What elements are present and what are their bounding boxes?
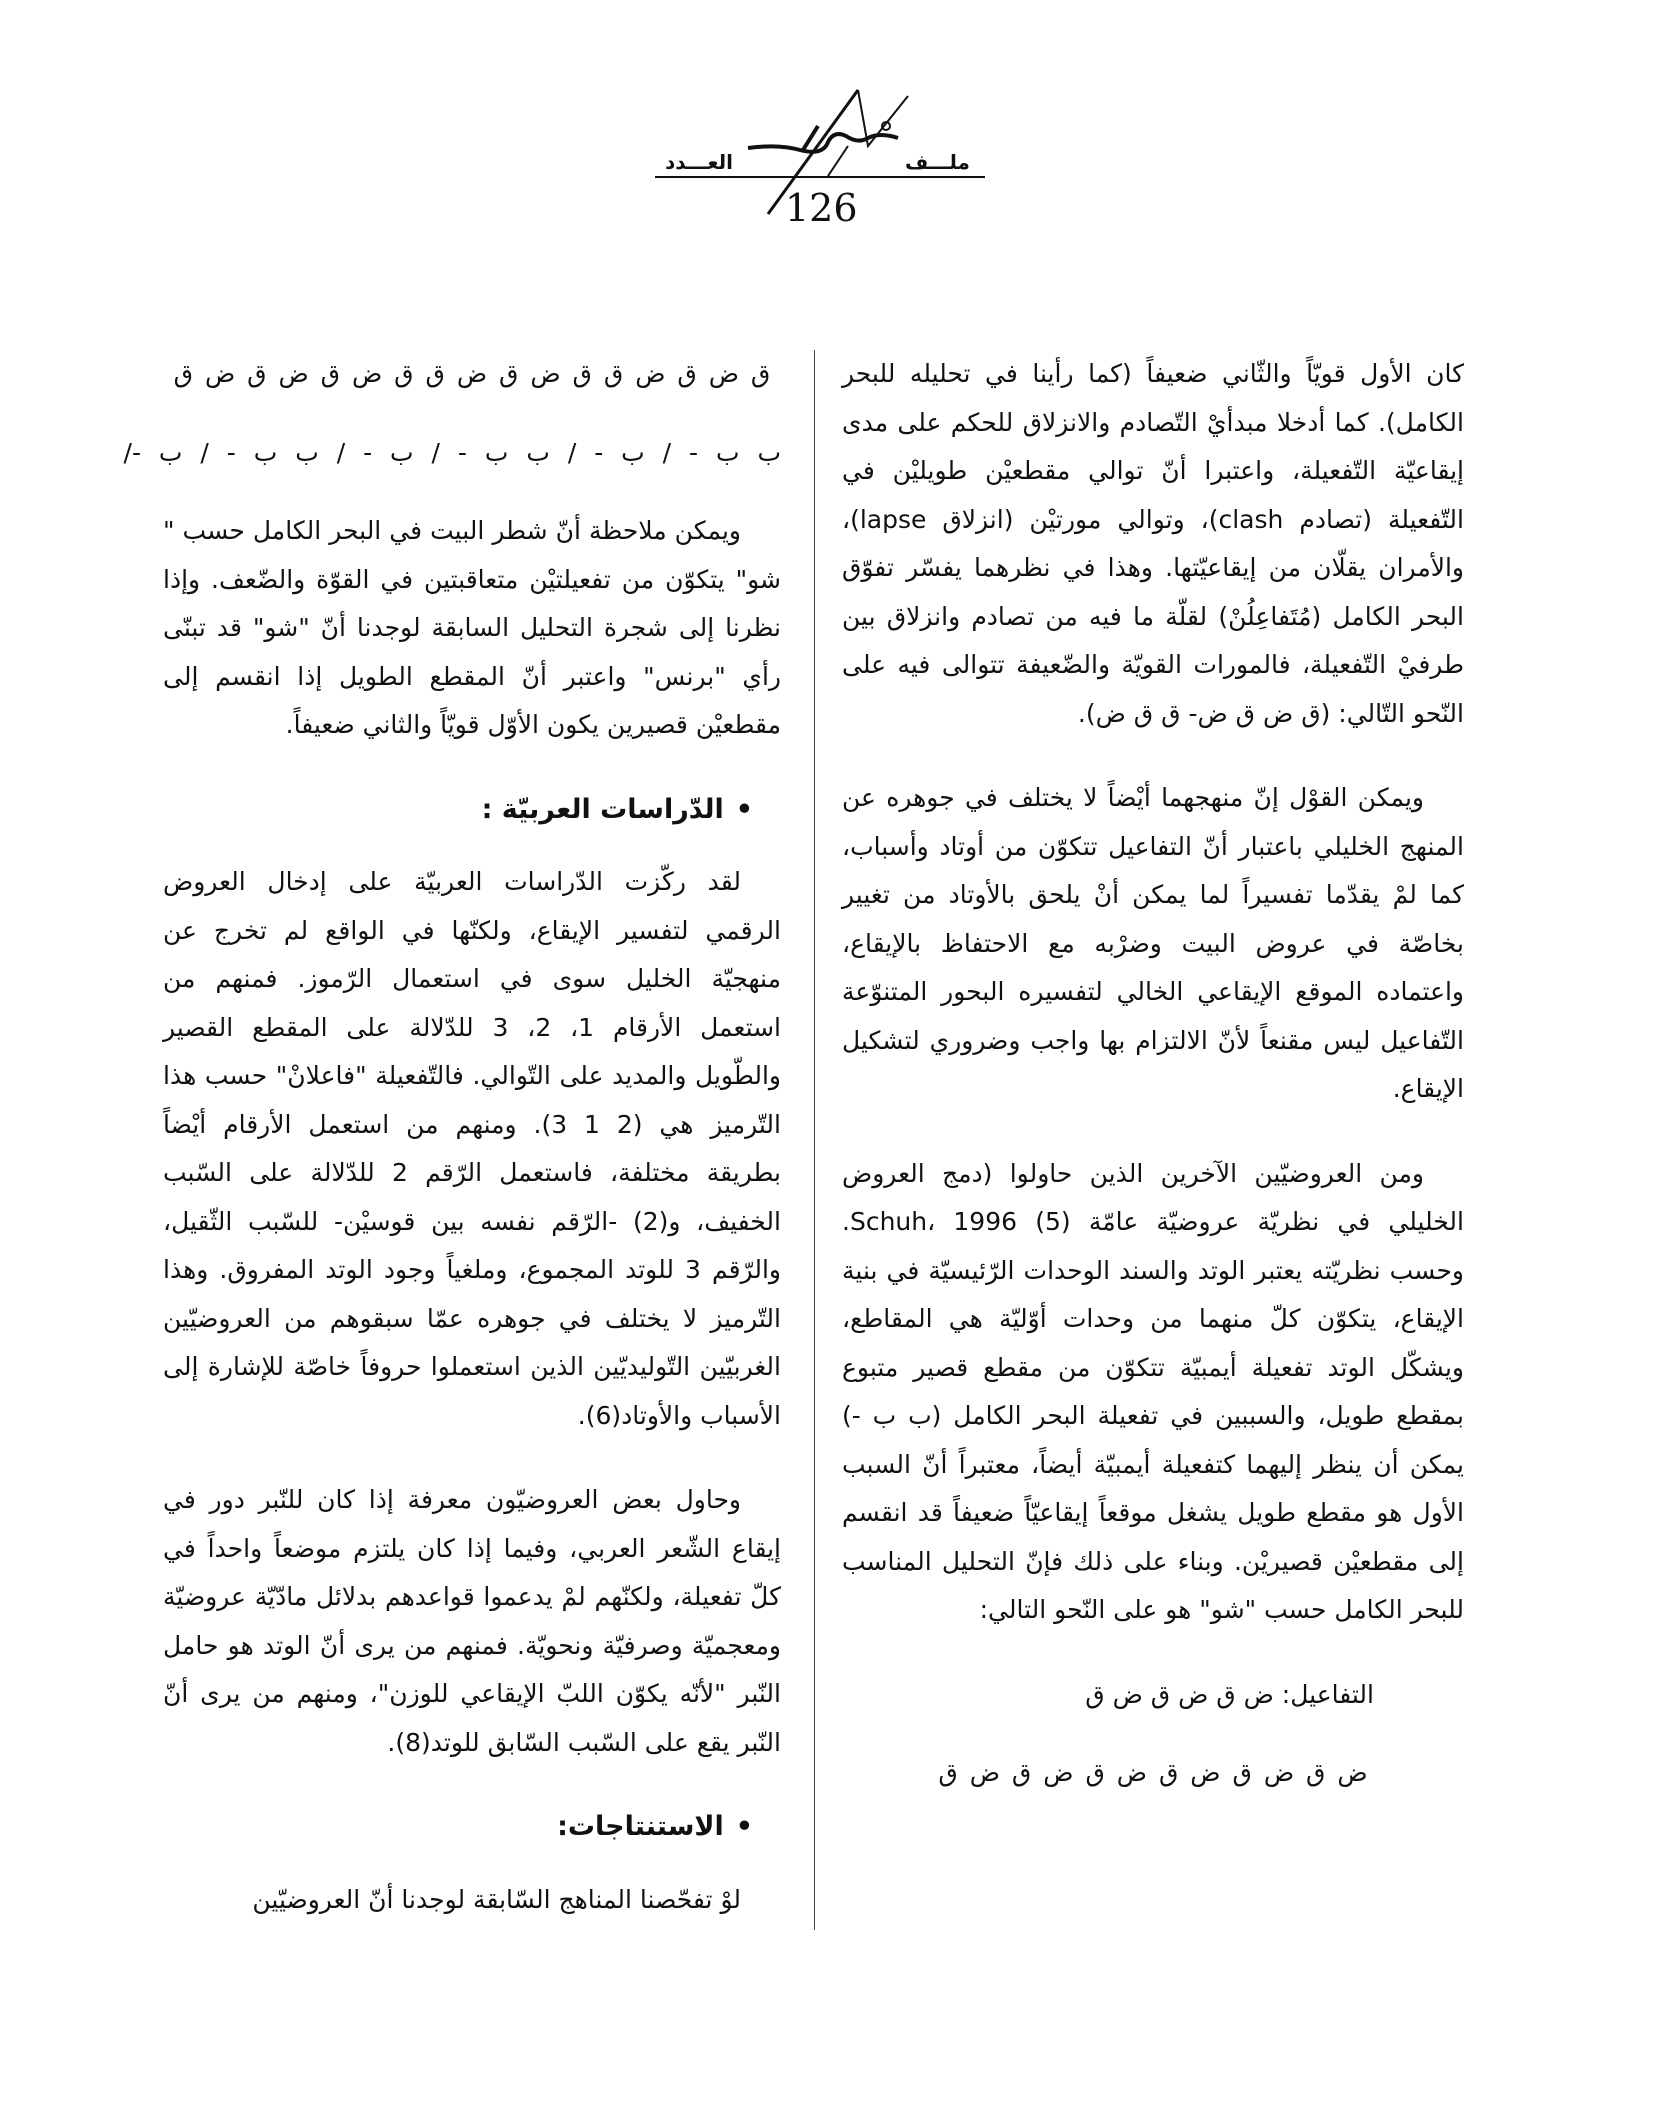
formula-line: ب ب - / ب - / ب ب - / ب - / ب ب - / ب -/: [123, 437, 781, 467]
formula-label: التفاعيل: ض ق ض ق ض ق: [1085, 1679, 1374, 1709]
header-rule: [655, 176, 985, 178]
paragraph: كان الأول قويّاً والثّاني ضعيفاً (كما رأينا في تحليله للبحر الكامل). كما أدخلا مبدأيْ التّصادم والانزلاق للحكم على مدى إيقاعيّة التّفعيلة، واعتبرا أنّ توالي مقطعيْن طويليْن في التّفعيلة (تصادم clash)، وتوالي مورتيْن (انزلاق lapse)، والأمران يقلّان من إيقاعيّتها. وهذا في نظرهما يفسّر تفوّق البحر الكامل (مُتَفاعِلُنْ) لقلّة ما فيه من تصادم وانزلاق بين طرفيْ التّفعيلة، فالمورات القويّة والضّعيفة تتوالى فيه على النّحو التّالي: (ق ض ق ض- ق ق ض).: [842, 359, 1464, 728]
heading-text: الاستنتاجات:: [557, 1811, 724, 1842]
page-number: 126: [785, 186, 858, 230]
header-label-right: ملـــف: [905, 150, 970, 174]
paragraph: وحاول بعض العروضيّون معرفة إذا كان للنّبر دور في إيقاع الشّعر العربي، وفيما إذا كان يلتزم موضعاً واحداً في كلّ تفعيلة، ولكنّهم لمْ يدعموا قواعدهم بدلائل مادّيّة عروضيّة ومعجميّة وصرفيّة ونحويّة. فمنهم من يرى أنّ الوتد هو حامل النّبر "لأنّه يكوّن اللبّ الإيقاعي للوزن"، ومنهم من يرى أنّ النّبر يقع على السّبب السّابق للوتد(8).: [163, 1485, 781, 1757]
section-heading: [163, 786, 781, 835]
heading-text: الدّراسات العربيّة :: [481, 793, 724, 825]
paragraph: لقد ركّزت الدّراسات العربيّة على إدخال العروض الرقمي لتفسير الإيقاع، ولكنّها في الواقع لم تخرج عن منهجيّة الخليل سوى في استعمال الرّموز. فمنهم من استعمل الأرقام 1، 2، 3 للدّلالة على المقطع القصير والطّويل والمديد على التّوالي. فالتّفعيلة "فاعلانْ" حسب هذا التّرميز هي (2 1 3). ومنهم من استعمل الأرقام أيْضاً بطريقة مختلفة، فاستعمل الرّقم 2 للدّلالة على السّبب الخفيف، و(2) -الرّقم نفسه بين قوسيْن- للسّبب الثّقيل، والرّقم 3 للوتد المجموع، وملغياً وجود الوتد المفروق. وهذا التّرميز لا يختلف في جوهره عمّا سبقوهم من العروضيّين الغربيّين التّوليديّين الذين استعملوا حروفاً خاصّة للإشارة إلى الأسباب والأوتاد(6).: [163, 867, 782, 1430]
bullet-icon: •: [735, 793, 753, 825]
paragraph: لوْ تفحّصنا المناهج السّابقة لوجدنا أنّ العروضيّين: [252, 1884, 741, 1914]
right-column: [842, 350, 1464, 1828]
header-label-left: العـــدد: [665, 150, 733, 174]
bullet-icon: •: [735, 1811, 753, 1842]
page-header: [0, 0, 1654, 240]
column-divider: [814, 350, 815, 1930]
formula-line: ق ض ق ض ق ق ض ق ض ق ق ض ق ض ق ض ق: [173, 359, 771, 388]
section-heading: [163, 1803, 781, 1852]
paragraph: ويمكن القوْل إنّ منهجهما أيْضاً لا يختلف في جوهره عن المنهج الخليلي باعتبار أنّ التفاعيل تتكوّن من أوتاد وأسباب، كما لمْ يقدّما تفسيراً لما يمكن أنْ يلحق بالأوتاد من تغيير بخاصّة في عروض البيت وضرْبه مع الاحتفاظ بالإيقاع، واعتماده الموقع الإيقاعي الخالي لتفسيره البحور المتنوّعة التّفاعيل ليس مقنعاً لأنّ الالتزام بها واجب وضروري لتشكيل الإيقاع.: [842, 783, 1464, 1103]
paragraph: ومن العروضيّين الآخرين الذين حاولوا (دمج العروض الخليلي في نظريّة عروضيّة عامّة Schuh، 1996 (5). وحسب نظريّته يعتبر الوتد والسند الوحدات الرّئيسيّة في بنية الإيقاع، يتكوّن كلّ منهما من وحدات أوّليّة هي المقاطع، ويشكّل الوتد تفعيلة أيمبيّة تتكوّن من مقطع قصير متبوع بمقطع طويل، والسببين في تفعيلة البحر الكامل (ب ب -) يمكن أن ينظر إليهما كتفعيلة أيمبيّة أيضاً، معتبراً أنّ السبب الأول هو مقطع طويل يشغل موقعاً إيقاعيّاً ضعيفاً قد انقسم إلى مقطعيْن قصيريْن. وبناء على ذلك فإنّ التحليل المناسب للبحر الكامل حسب "شو" هو على النّحو التالي:: [842, 1158, 1464, 1624]
formula-line: ض ق ض ق ض ق ض ق ض ق ض ق: [938, 1758, 1368, 1787]
paragraph: ويمكن ملاحظة أنّ شطر البيت في البحر الكامل حسب " شو" يتكوّن من تفعيلتيْن متعاقبتين في القوّة والضّعف. وإذا نظرنا إلى شجرة التحليل السابقة لوجدنا أنّ "شو" قد تبنّى رأي "برنس" واعتبر أنّ المقطع الطويل إذا انقسم إلى مقطعيْن قصيرين يكون الأوّل قويّاً والثاني ضعيفاً.: [163, 516, 781, 739]
left-column: [123, 350, 782, 1960]
